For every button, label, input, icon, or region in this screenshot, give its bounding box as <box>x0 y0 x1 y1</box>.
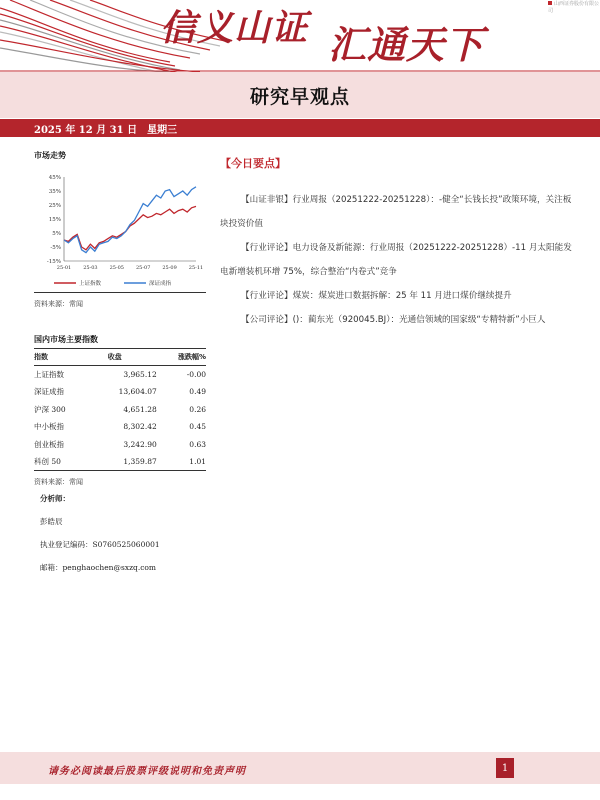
index-close: 3,242.90 <box>123 439 157 449</box>
index-change: -0.00 <box>186 370 206 379</box>
right-column <box>220 155 572 332</box>
index-close: 13,604.07 <box>118 387 157 397</box>
y-tick-label: -5% <box>50 245 61 251</box>
index-change: 0.45 <box>189 422 206 432</box>
page-title: 研究早观点 <box>249 85 350 108</box>
trend-chart-svg <box>34 169 206 293</box>
legend-label: 上证指数 <box>79 281 102 287</box>
x-tick-label: 25-01 <box>56 265 72 271</box>
index-close: 1,359.87 <box>90 453 157 471</box>
footer <box>0 752 600 784</box>
index-table-title: 国内市场主要指数 <box>34 334 206 349</box>
table-row <box>34 366 206 384</box>
index-name: 创业板指 <box>34 439 64 449</box>
corner-logo <box>548 0 600 14</box>
table-row <box>34 453 206 471</box>
analyst-label: 分析师： <box>40 494 70 503</box>
highlight-item[interactable]: 【山证非银】行业周报（20251222-20251228）：-健全“长钱长投”政策环境，关注板块投资价值 <box>220 195 572 229</box>
market-trend-title: 市场走势 <box>34 151 66 160</box>
analyst-name: 彭皓辰 <box>40 517 63 526</box>
x-tick-label: 25-05 <box>109 265 125 271</box>
license-value: S0760525060001 <box>92 540 160 549</box>
highlight-item[interactable]: 【行业评论】电力设备及新能源：行业周报（20251222-20251228）-11 月太阳能发电新增装机环增 75%，综合整治“内卷式”竞争 <box>220 243 572 277</box>
legend-label: 深证成指 <box>149 281 172 287</box>
col-header-change: 涨跌幅% <box>157 349 206 366</box>
index-change: 0.26 <box>189 404 206 414</box>
highlight-item[interactable]: 【公司评论】()：蔺东光（920045.BJ）：光通信领域的国家级“专精特新”小巨人 <box>241 315 546 325</box>
date-bar <box>0 119 600 137</box>
index-name: 科创 50 <box>34 453 90 471</box>
x-tick-label: 25-03 <box>83 265 98 271</box>
table-row <box>34 383 206 401</box>
index-name: 上证指数 <box>34 370 64 379</box>
header-banner <box>0 0 600 72</box>
index-change: 1.01 <box>157 453 206 471</box>
x-tick-label: 25-11 <box>188 265 204 271</box>
title-band <box>0 72 600 118</box>
table-row <box>34 418 206 436</box>
index-name: 中小板指 <box>34 422 64 432</box>
corner-logo-text: 山西证券股份有限公司 <box>548 1 600 14</box>
left-column <box>34 150 206 585</box>
table-source: 资料来源：常闻 <box>34 478 83 486</box>
series-line-shenzhen <box>64 187 196 253</box>
email-value[interactable]: penghaochen@sxzq.com <box>62 563 157 572</box>
col-header-index: 指数 <box>34 349 90 366</box>
index-close: 8,302.42 <box>123 422 157 432</box>
y-tick-label: 35% <box>48 189 61 195</box>
index-name: 沪深 300 <box>34 404 66 414</box>
logo-dot-icon <box>548 1 552 5</box>
x-tick-label: 25-09 <box>162 265 177 271</box>
index-name: 深证成指 <box>34 387 64 397</box>
y-tick-label: 45% <box>48 175 61 181</box>
license-label: 执业登记编码： <box>40 540 93 549</box>
market-trend-chart <box>34 169 206 293</box>
y-tick-label: 25% <box>48 203 61 209</box>
index-close: 3,965.12 <box>123 370 157 379</box>
page-number: 1 <box>496 758 514 778</box>
table-header-row <box>34 349 206 366</box>
series-line-shanghai <box>64 206 196 249</box>
table-row <box>34 401 206 419</box>
email-label: 邮箱： <box>40 563 63 572</box>
disclaimer-text: 请务必阅读最后股票评级说明和免责声明 <box>48 766 246 777</box>
chart-source: 资料来源：常闻 <box>34 300 83 308</box>
slogan-part2: 汇通天下 <box>328 22 485 67</box>
report-date: 2025 年 12 月 31 日 <box>34 124 138 136</box>
x-tick-label: 25-07 <box>135 265 151 271</box>
index-change: 0.63 <box>189 439 206 449</box>
y-tick-label: 15% <box>48 217 61 223</box>
table-row <box>34 436 206 454</box>
y-tick-label: -15% <box>46 259 61 265</box>
slogan-part1: 信义山证 <box>160 7 309 49</box>
index-change: 0.49 <box>189 387 206 397</box>
highlights-list <box>220 188 572 332</box>
report-weekday: 星期三 <box>147 124 178 136</box>
email-row <box>40 562 206 573</box>
license-row <box>40 539 206 550</box>
index-close: 4,651.28 <box>123 404 157 414</box>
y-tick-label: 5% <box>52 231 61 237</box>
col-header-close: 收盘 <box>90 349 157 366</box>
analyst-info <box>34 493 206 573</box>
today-highlights-title: 【今日要点】 <box>220 157 286 170</box>
index-table <box>34 349 206 471</box>
highlight-item[interactable]: 【行业评论】煤炭：煤炭进口数据拆解：25 年 11 月进口煤价继续提升 <box>241 291 512 301</box>
